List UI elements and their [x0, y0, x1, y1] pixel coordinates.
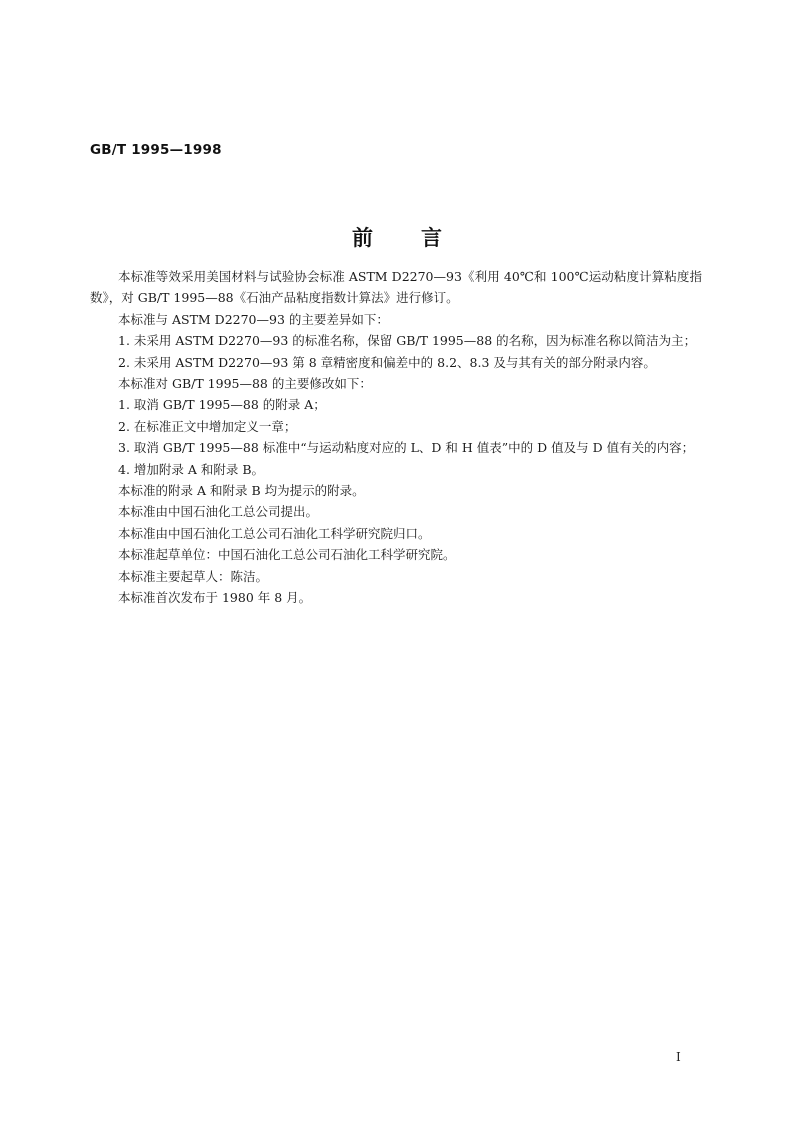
- paragraph-difference-2: 2. 未采用 ASTM D2270—93 第 8 章精密度和偏差中的 8.2、8.3 及与其有关的部分附录内容。: [118, 354, 656, 370]
- paragraph-differences-heading: 本标准与 ASTM D2270—93 的主要差异如下：: [118, 311, 389, 327]
- paragraph-appendix-note: 本标准的附录 A 和附录 B 均为提示的附录。: [118, 483, 365, 499]
- paragraph-proposer: 本标准由中国石油化工总公司提出。: [118, 504, 319, 520]
- paragraph-drafter: 本标准主要起草人：陈洁。: [118, 568, 269, 584]
- paragraph-modification-4: 4. 增加附录 A 和附录 B。: [118, 461, 265, 477]
- paragraph-drafting-unit: 本标准起草单位：中国石油化工总公司石油化工科学研究院。: [118, 547, 456, 563]
- standard-code: GB/T 1995—1998: [90, 142, 222, 158]
- page-title: 前言: [352, 226, 490, 250]
- paragraph-modification-2: 2. 在标准正文中增加定义一章；: [118, 418, 297, 434]
- paragraph-modification-1: 1. 取消 GB/T 1995—88 的附录 A；: [118, 397, 326, 413]
- paragraph-modifications-heading: 本标准对 GB/T 1995—88 的主要修改如下：: [118, 376, 372, 392]
- page-number: I: [676, 1050, 681, 1064]
- foreword-body: [90, 266, 702, 609]
- paragraph-intro: 本标准等效采用美国材料与试验协会标准 ASTM D2270—93《利用 40℃和 100℃运动粘度计算粘度指数》，对 GB/T 1995—88《石油产品粘度指数计算法》进行修订。: [90, 269, 702, 306]
- paragraph-administrator: 本标准由中国石油化工总公司石油化工科学研究院归口。: [118, 525, 431, 541]
- paragraph-difference-1: 1. 未采用 ASTM D2270—93 的标准名称，保留 GB/T 1995—88 的名称，因为标准名称以简洁为主；: [118, 333, 697, 349]
- paragraph-first-issue: 本标准首次发布于 1980 年 8 月。: [118, 590, 312, 606]
- paragraph-modification-3: 3. 取消 GB/T 1995—88 标准中“与运动粘度对应的 L、D 和 H 值表”中的 D 值及与 D 值有关的内容；: [118, 440, 695, 456]
